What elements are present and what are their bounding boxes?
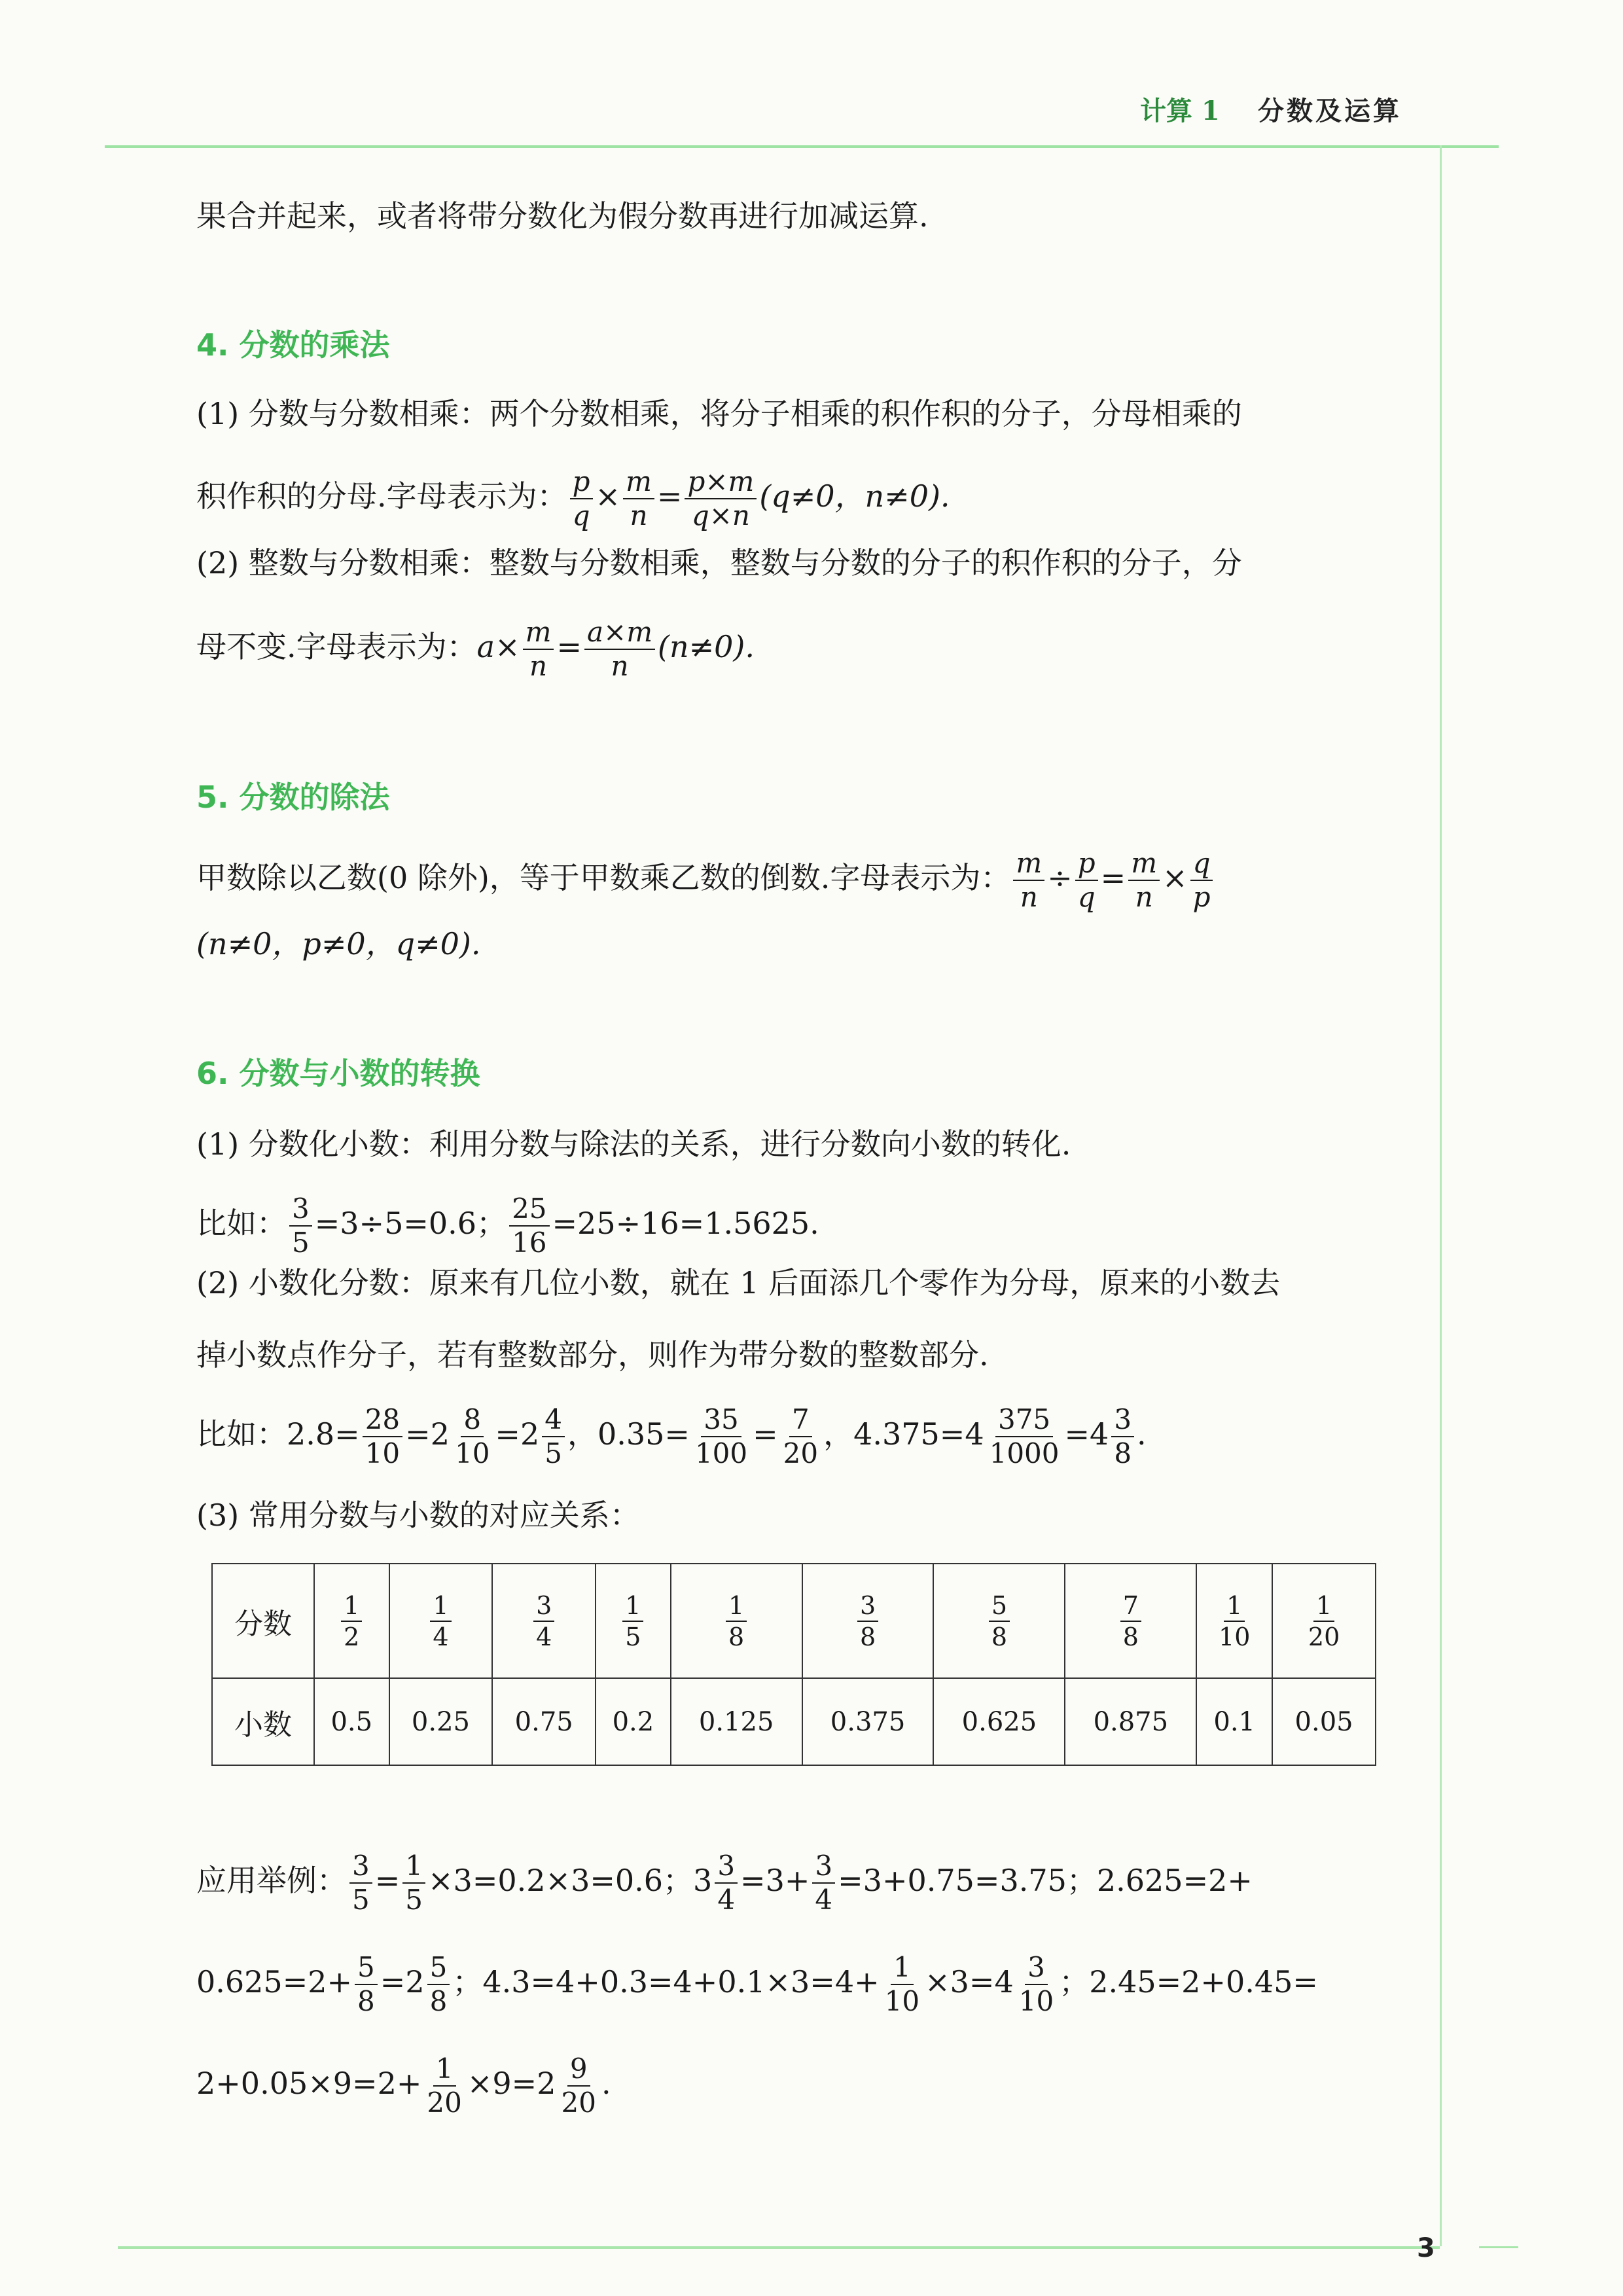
formula-fraction: $\frac{m}{n}$ bbox=[1128, 850, 1160, 911]
row-label: 分数 bbox=[212, 1564, 314, 1678]
fraction-cell: $\frac{1}{10}$ bbox=[1196, 1564, 1272, 1678]
fraction-cell: $\frac{1}{5}$ bbox=[596, 1564, 671, 1678]
table-row bbox=[212, 1564, 1376, 1678]
decimal-cell: 0.875 bbox=[1065, 1678, 1196, 1765]
footer-rule bbox=[118, 2246, 1440, 2249]
chapter-label: 计算 1 bbox=[1140, 96, 1220, 126]
formula-fraction: $\frac{m}{n}$ bbox=[523, 619, 554, 680]
sec4-p2-condition: (n≠0). bbox=[658, 629, 755, 664]
fraction-cell: $\frac{7}{8}$ bbox=[1065, 1564, 1196, 1678]
right-margin-rule bbox=[1440, 145, 1442, 2246]
sec4-p2-line2: 母不变.字母表示为：a× $\frac{m}{n}$ = $\frac{a\times m}{n}$ (n≠0). bbox=[196, 616, 755, 682]
page-number: 3 bbox=[1417, 2233, 1435, 2263]
decimal-cell: 0.625 bbox=[933, 1678, 1065, 1765]
table-row bbox=[212, 1678, 1376, 1765]
fraction-cell: $\frac{1}{20}$ bbox=[1272, 1564, 1376, 1678]
fraction-cell: $\frac{1}{8}$ bbox=[671, 1564, 802, 1678]
chapter-title: 分数及运算 bbox=[1258, 96, 1402, 126]
decimal-cell: 0.75 bbox=[492, 1678, 596, 1765]
section-6-title: 6. 分数与小数的转换 bbox=[196, 1056, 480, 1091]
sec4-p2-text: 母不变.字母表示为： bbox=[196, 629, 477, 664]
example-label: 比如： bbox=[196, 1206, 287, 1241]
fraction-cell: $\frac{5}{8}$ bbox=[933, 1564, 1065, 1678]
formula-fraction: $\frac{p}{q}$ bbox=[1075, 850, 1098, 911]
formula-fraction: $\frac{m}{n}$ bbox=[623, 468, 654, 529]
decimal-cell: 0.375 bbox=[802, 1678, 934, 1765]
application-line1: 应用举例： $\frac{3}{5}$ = $\frac{1}{5}$ ×3=0.2×3=0.6；3 $\frac{3}{4}$ =3+ $\frac{3}{4}$ =3+0.75=3.75；2.625=2+ bbox=[196, 1850, 1253, 1916]
fraction-cell: $\frac{3}{8}$ bbox=[802, 1564, 934, 1678]
formula-fraction: $\frac{p}{q}$ bbox=[570, 468, 593, 529]
formula-fraction: $\frac{p\times m}{q\times n}$ bbox=[685, 468, 757, 529]
formula-fraction: $\frac{q}{p}$ bbox=[1190, 850, 1213, 911]
application-label: 应用举例： bbox=[196, 1863, 347, 1898]
sec5-text: 甲数除以乙数(0 除外)，等于甲数乘乙数的倒数.字母表示为： bbox=[196, 860, 1011, 895]
decimal-cell: 0.2 bbox=[596, 1678, 671, 1765]
sec4-p2-line1: (2) 整数与分数相乘：整数与分数相乘，整数与分数的分子的积作积的分子，分 bbox=[196, 545, 1242, 581]
example-label: 比如： bbox=[196, 1416, 287, 1452]
sec6-example2: 比如：2.8= $\frac{28}{10}$ =2 $\frac{8}{10}$ =2 $\frac{4}{5}$ ，0.35= $\frac{35}{100}$ = $\frac{7}{20}$ ，4.375=4 $\frac{375}{1000}$ =4 $\frac{3}{8}$ . bbox=[196, 1403, 1147, 1469]
row-label: 小数 bbox=[212, 1678, 314, 1765]
application-line3: 2+0.05×9=2+ $\frac{1}{20}$ ×9=2 $\frac{9}{20}$ . bbox=[196, 2053, 611, 2119]
header-rule bbox=[105, 145, 1499, 148]
sec5-line2: (n≠0，p≠0，q≠0). bbox=[196, 926, 481, 961]
formula-fraction: $\frac{a\times m}{n}$ bbox=[584, 619, 655, 680]
footer-rule bbox=[1479, 2246, 1518, 2248]
fraction-cell: $\frac{1}{2}$ bbox=[314, 1564, 389, 1678]
sec4-p1-text: 积作积的分母.字母表示为： bbox=[196, 478, 567, 514]
sec6-example1: 比如： $\frac{3}{5}$ =3÷5=0.6； $\frac{25}{16}$ =25÷16=1.5625. bbox=[196, 1193, 819, 1259]
application-line2: 0.625=2+ $\frac{5}{8}$ =2 $\frac{5}{8}$ ；4.3=4+0.3=4+0.1×3=4+ $\frac{1}{10}$ ×3=4 $\frac{3}{10}$ ；2.45=2+0.45= bbox=[196, 1951, 1318, 2017]
decimal-cell: 0.5 bbox=[314, 1678, 389, 1765]
sec4-p1-condition: (q≠0，n≠0). bbox=[759, 478, 950, 514]
sec6-p2-line2: 掉小数点作分子，若有整数部分，则作为带分数的整数部分. bbox=[196, 1337, 989, 1372]
sec6-p2-line1: (2) 小数化分数：原来有几位小数，就在 1 后面添几个零作为分母，原来的小数去 bbox=[196, 1265, 1281, 1300]
section-5-title: 5. 分数的除法 bbox=[196, 780, 390, 815]
decimal-cell: 0.125 bbox=[671, 1678, 802, 1765]
fraction-cell: $\frac{1}{4}$ bbox=[389, 1564, 493, 1678]
fraction-cell: $\frac{3}{4}$ bbox=[492, 1564, 596, 1678]
sec6-p3: (3) 常用分数与小数的对应关系： bbox=[196, 1498, 640, 1533]
sec4-p1-line2: 积作积的分母.字母表示为： $\frac{p}{q}$ × $\frac{m}{n}$ = $\frac{p\times m}{q\times n}$ (q≠0，n≠0). bbox=[196, 465, 950, 531]
sec6-p1: (1) 分数化小数：利用分数与除法的关系，进行分数向小数的转化. bbox=[196, 1126, 1071, 1162]
section-4-title: 4. 分数的乘法 bbox=[196, 327, 390, 363]
formula-fraction: $\frac{m}{n}$ bbox=[1013, 850, 1044, 911]
decimal-cell: 0.05 bbox=[1272, 1678, 1376, 1765]
sec5-line1: 甲数除以乙数(0 除外)，等于甲数乘乙数的倒数.字母表示为： $\frac{m}{n}$ ÷ $\frac{p}{q}$ = $\frac{m}{n}$ × $\frac{q}{p}$ bbox=[196, 850, 1215, 911]
decimal-cell: 0.1 bbox=[1196, 1678, 1272, 1765]
fraction-decimal-table bbox=[211, 1563, 1376, 1766]
decimal-cell: 0.25 bbox=[389, 1678, 493, 1765]
intro-line: 果合并起来，或者将带分数化为假分数再进行加减运算. bbox=[196, 198, 929, 234]
sec4-p1-line1: (1) 分数与分数相乘：两个分数相乘，将分子相乘的积作积的分子，分母相乘的 bbox=[196, 396, 1242, 431]
